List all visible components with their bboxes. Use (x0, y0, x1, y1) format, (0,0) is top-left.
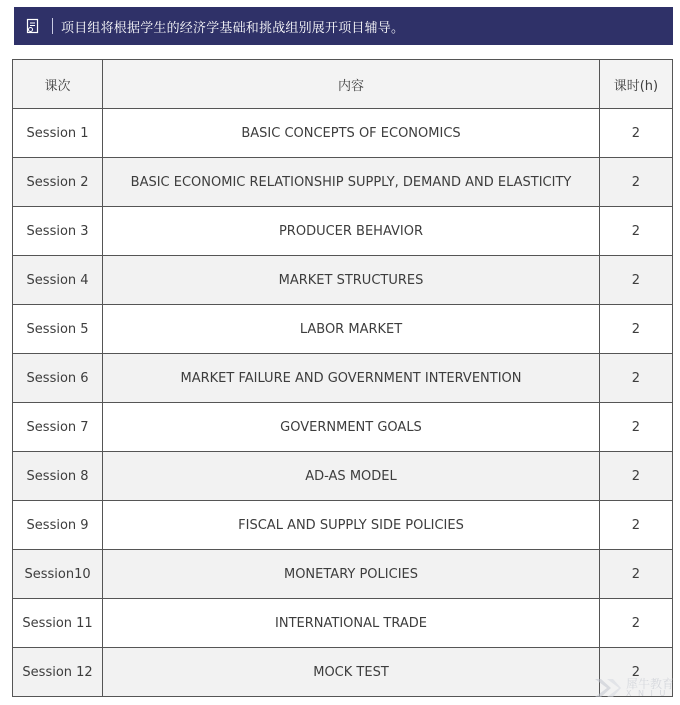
content-cell: INTERNATIONAL TRADE (103, 599, 600, 648)
content-cell: MARKET FAILURE AND GOVERNMENT INTERVENTION (103, 354, 600, 403)
session-cell: Session10 (13, 550, 103, 599)
watermark-text: 犀牛教育 (625, 677, 674, 691)
table-row (13, 452, 673, 501)
session-cell: Session 8 (13, 452, 103, 501)
session-cell: Session 6 (13, 354, 103, 403)
table-row (13, 305, 673, 354)
session-cell: Session 5 (13, 305, 103, 354)
table-row (13, 403, 673, 452)
hours-cell: 2 (599, 452, 672, 501)
session-cell: Session 12 (13, 648, 103, 697)
session-cell: Session 2 (13, 158, 103, 207)
banner-divider (52, 18, 53, 34)
content-cell: FISCAL AND SUPPLY SIDE POLICIES (103, 501, 600, 550)
header-content: 内容 (103, 60, 600, 109)
watermark-subtext: X N I U (625, 689, 668, 698)
table-row (13, 599, 673, 648)
header-banner (14, 7, 673, 45)
header-session: 课次 (13, 60, 103, 109)
table-row (13, 648, 673, 697)
table-row (13, 501, 673, 550)
hours-cell: 2 (599, 158, 672, 207)
hours-cell: 2 (599, 109, 672, 158)
table-row (13, 354, 673, 403)
hours-cell: 2 (599, 256, 672, 305)
content-cell: AD-AS MODEL (103, 452, 600, 501)
table-header-row (13, 60, 673, 109)
hours-cell: 2 (599, 501, 672, 550)
session-cell: Session 3 (13, 207, 103, 256)
hours-cell: 2 (599, 305, 672, 354)
hours-cell: 2 (599, 550, 672, 599)
hours-cell: 2 (599, 207, 672, 256)
course-schedule-table (12, 59, 673, 697)
content-cell: MOCK TEST (103, 648, 600, 697)
hours-cell: 2 (599, 403, 672, 452)
content-cell: GOVERNMENT GOALS (103, 403, 600, 452)
session-cell: Session 7 (13, 403, 103, 452)
banner-title: 项目组将根据学生的经济学基础和挑战组别展开项目辅导。 (61, 20, 405, 36)
content-cell: PRODUCER BEHAVIOR (103, 207, 600, 256)
content-cell: MONETARY POLICIES (103, 550, 600, 599)
table-row (13, 158, 673, 207)
table-row (13, 550, 673, 599)
hours-cell: 2 (599, 599, 672, 648)
table-row (13, 207, 673, 256)
table-row (13, 109, 673, 158)
content-cell: BASIC ECONOMIC RELATIONSHIP SUPPLY, DEMAND AND ELASTICITY (103, 158, 600, 207)
document-icon (24, 17, 42, 35)
rhino-logo-icon (593, 675, 623, 701)
content-cell: LABOR MARKET (103, 305, 600, 354)
session-cell: Session 4 (13, 256, 103, 305)
session-cell: Session 1 (13, 109, 103, 158)
header-hours: 课时(h) (599, 60, 672, 109)
content-cell: BASIC CONCEPTS OF ECONOMICS (103, 109, 600, 158)
session-cell: Session 9 (13, 501, 103, 550)
watermark-logo (593, 675, 674, 701)
session-cell: Session 11 (13, 599, 103, 648)
content-cell: MARKET STRUCTURES (103, 256, 600, 305)
table-row (13, 256, 673, 305)
hours-cell: 2 (599, 354, 672, 403)
hours-cell: 2 (599, 648, 672, 697)
